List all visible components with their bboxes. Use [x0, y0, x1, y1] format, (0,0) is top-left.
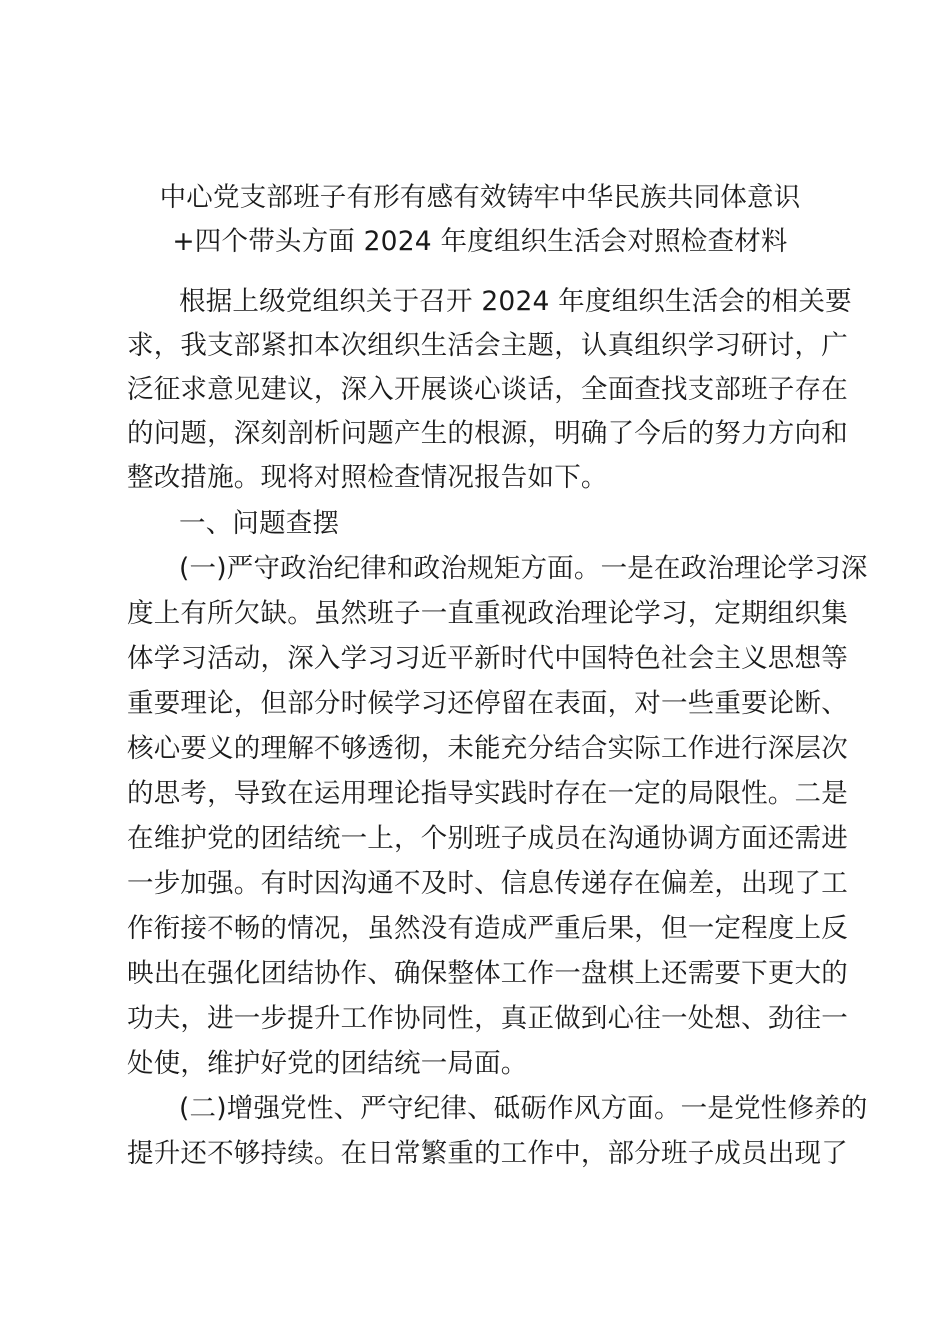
paragraph-line: 的问题，深刻剖析问题产生的根源，明确了今后的努力方向和 — [127, 418, 848, 449]
paragraph-line: 体学习活动，深入学习习近平新时代中国特色社会主义思想等 — [127, 643, 848, 674]
paragraph-line: 重要理论，但部分时候学习还停留在表面，对一些重要论断、 — [127, 688, 848, 719]
paragraph-line: (一)严守政治纪律和政治规矩方面。一是在政治理论学习深 — [179, 553, 868, 584]
paragraph-line: 提升还不够持续。在日常繁重的工作中，部分班子成员出现了 — [127, 1138, 848, 1169]
paragraph-line: 功夫，进一步提升工作协同性，真正做到心往一处想、劲往一 — [127, 1003, 848, 1034]
paragraph-line: (二)增强党性、严守纪律、砥砺作风方面。一是党性修养的 — [179, 1093, 868, 1124]
paragraph-line: 映出在强化团结协作、确保整体工作一盘棋上还需要下更大的 — [127, 958, 848, 989]
paragraph-line: 根据上级党组织关于召开 2024 年度组织生活会的相关要 — [179, 286, 852, 317]
paragraph-line: 度上有所欠缺。虽然班子一直重视政治理论学习，定期组织集 — [127, 598, 848, 629]
paragraph-line: 核心要义的理解不够透彻，未能充分结合实际工作进行深层次 — [127, 733, 848, 764]
document-title-line-2: +四个带头方面 2024 年度组织生活会对照检查材料 — [172, 226, 788, 257]
paragraph-line: 整改措施。现将对照检查情况报告如下。 — [127, 462, 608, 493]
paragraph-line: 在维护党的团结统一上，个别班子成员在沟通协调方面还需进 — [127, 823, 848, 854]
paragraph-line: 求，我支部紧扣本次组织生活会主题，认真组织学习研讨，广 — [127, 330, 848, 361]
paragraph-line: 泛征求意见建议，深入开展谈心谈话，全面查找支部班子存在 — [127, 374, 848, 405]
paragraph-line: 处使，维护好党的团结统一局面。 — [127, 1048, 528, 1079]
paragraph-line: 的思考，导致在运用理论指导实践时存在一定的局限性。二是 — [127, 778, 848, 809]
paragraph-line: 作衔接不畅的情况，虽然没有造成严重后果，但一定程度上反 — [127, 913, 848, 944]
section-heading: 一、问题查摆 — [179, 508, 340, 539]
paragraph-line: 一步加强。有时因沟通不及时、信息传递存在偏差，出现了工 — [127, 868, 848, 899]
document-title-line-1: 中心党支部班子有形有感有效铸牢中华民族共同体意识 — [159, 182, 801, 213]
